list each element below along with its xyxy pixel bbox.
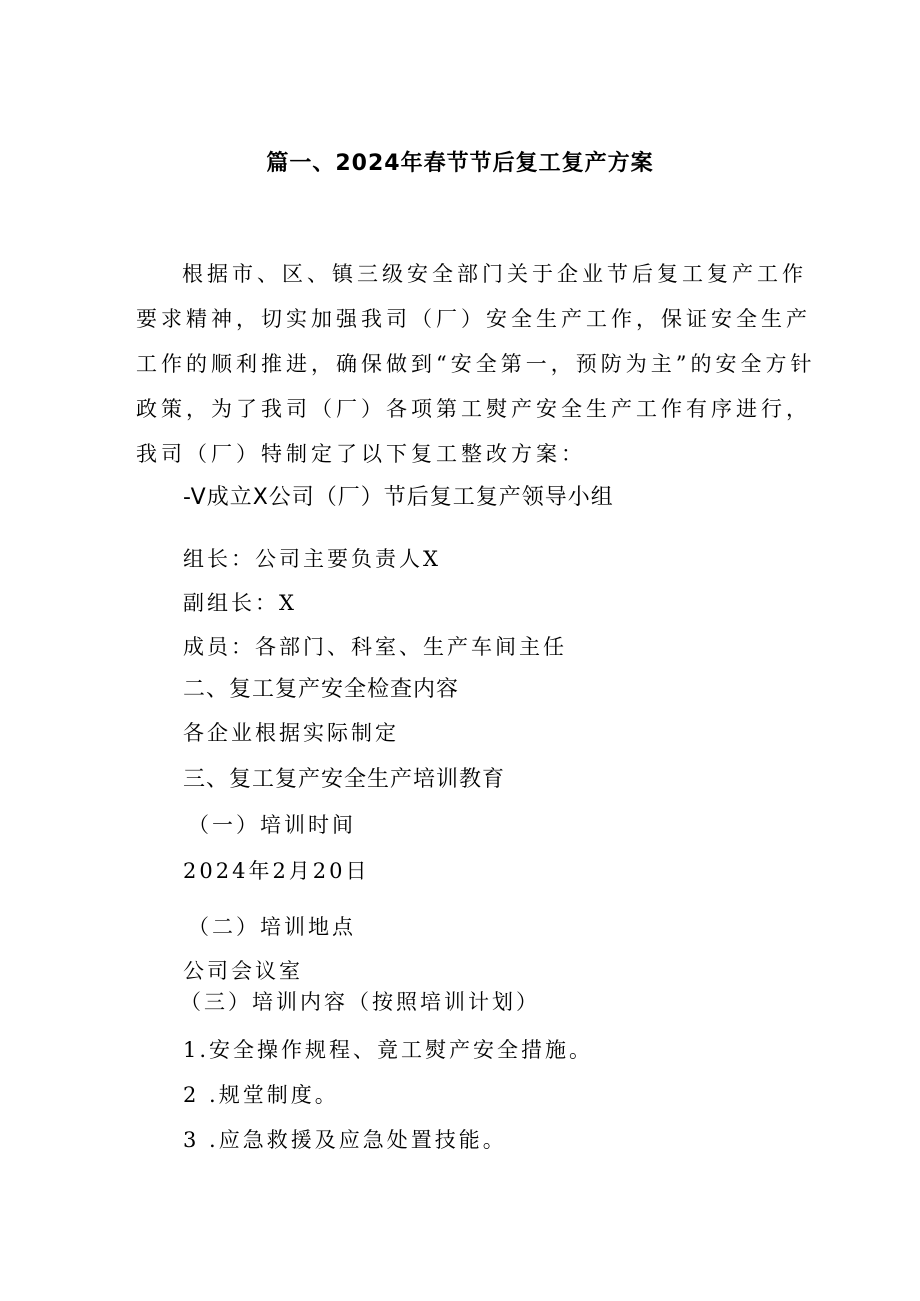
intro-paragraph: 根据市、区、镇三级安全部门关于企业节后复工复产工作要求精神，切实加强我司（厂）安全生产工作，保证安全生产工作的顺利推进，确保做到“安全第一，预防为主”的安全方针政策，为了我司（厂）各项第工熨产安全生产工作有序进行，我司（厂）特制定了以下复工整改方案： bbox=[136, 262, 816, 466]
section3-heading: 三、复工复产安全生产培训教育 bbox=[183, 767, 506, 792]
training-place-value: 公司会议室 bbox=[183, 959, 303, 983]
list-item: 1.安全操作规程、竟工熨产安全措施。 bbox=[183, 1038, 594, 1062]
list-item: 2 .规堂制度。 bbox=[183, 1083, 339, 1107]
section2-body: 各企业根据实际制定 bbox=[183, 721, 399, 745]
section2-heading: 二、复工复产安全检查内容 bbox=[183, 677, 460, 702]
training-place-label: （二）培训地点 bbox=[188, 915, 356, 939]
leader-line: 组长：公司主要负责人X bbox=[183, 547, 441, 571]
training-time-value: 2024年2月20日 bbox=[183, 859, 370, 883]
training-time-label: （一）培训时间 bbox=[188, 813, 356, 837]
training-content-label: （三）培训内容（按照培训计划） bbox=[180, 990, 540, 1014]
list-item: 3 .应急救援及应急处置技能。 bbox=[183, 1128, 507, 1152]
deputy-line: 副组长：X bbox=[183, 591, 297, 615]
document-title: 篇一、2024年春节节后复工复产方案 bbox=[266, 151, 654, 176]
members-line: 成员：各部门、科室、生产车间主任 bbox=[183, 635, 567, 659]
section1-heading: -V成立X公司（厂）节后复工复产领导小组 bbox=[183, 485, 614, 510]
